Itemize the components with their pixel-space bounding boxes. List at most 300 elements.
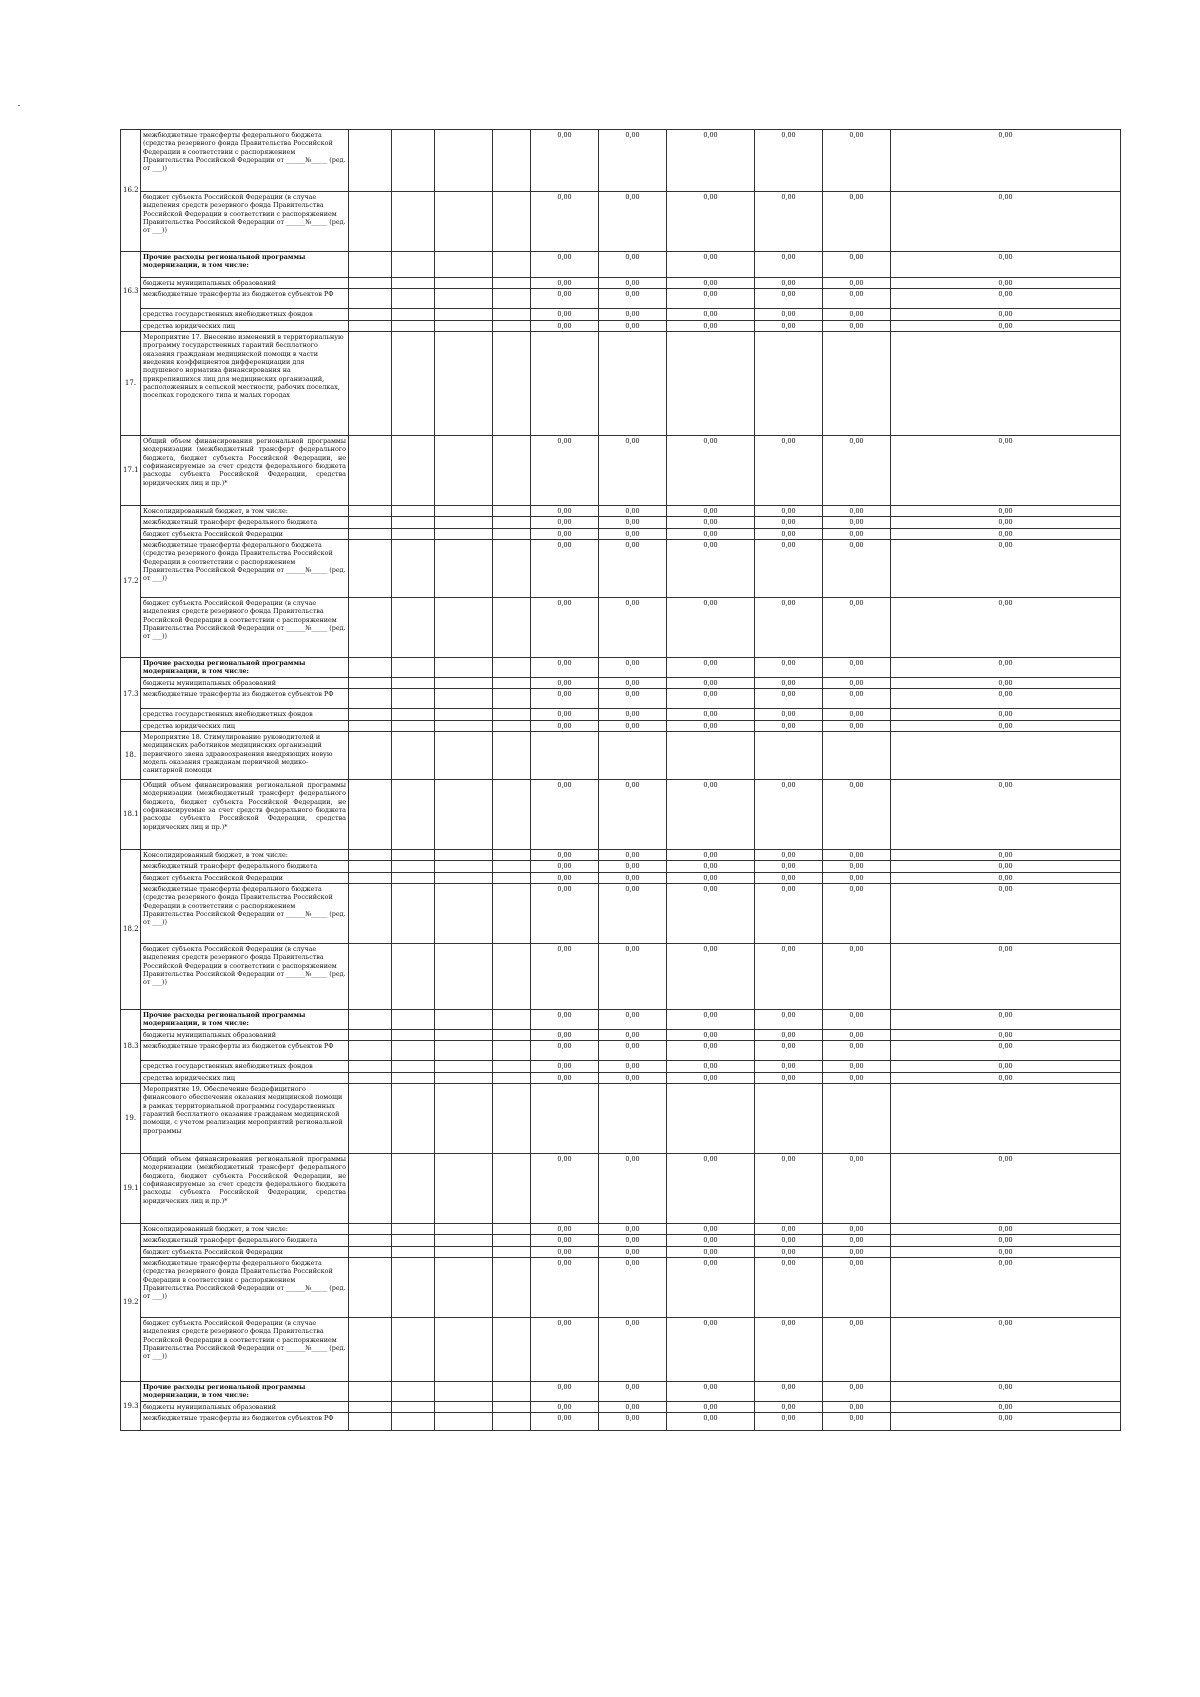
empty-cell [493,720,531,731]
value-cell: 0,00 [667,1235,755,1246]
value-cell: 0,00 [667,505,755,516]
value-cell: 0,00 [667,539,755,597]
value-cell: 0,00 [531,872,599,883]
empty-cell [392,1381,435,1401]
value-cell: 0,00 [599,539,667,597]
value-cell: 0,00 [531,1257,599,1317]
row-description: Консолидированный бюджет, в том числе: [141,849,349,860]
value-cell: 0,00 [755,657,823,677]
value-cell: 0,00 [599,1041,667,1061]
empty-cell [493,1072,531,1083]
value-cell [667,331,755,435]
empty-cell [435,883,493,943]
value-cell: 0,00 [755,1061,823,1072]
empty-cell [392,309,435,320]
value-cell [755,331,823,435]
table-row [121,731,1121,779]
row-description: средства юридических лиц [141,1072,349,1083]
budget-table [120,129,1121,1431]
value-cell: 0,00 [755,1246,823,1257]
value-cell: 0,00 [531,657,599,677]
value-cell: 0,00 [755,689,823,709]
row-description: межбюджетные трансферты из бюджетов субъектов РФ [141,289,349,309]
value-cell: 0,00 [891,779,1121,849]
value-cell: 0,00 [599,689,667,709]
value-cell: 0,00 [667,1401,755,1412]
value-cell: 0,00 [667,861,755,872]
row-number: 16.3 [121,252,141,332]
table-row [121,1235,1121,1246]
value-cell: 0,00 [667,709,755,720]
value-cell: 0,00 [531,1235,599,1246]
empty-cell [392,192,435,252]
empty-cell [349,1153,392,1223]
empty-cell [392,1223,435,1234]
row-description: межбюджетные трансферты из бюджетов субъектов РФ [141,1041,349,1061]
empty-cell [349,1401,392,1412]
table-row [121,289,1121,309]
value-cell: 0,00 [823,320,891,331]
value-cell: 0,00 [823,1401,891,1412]
empty-cell [392,720,435,731]
value-cell: 0,00 [667,1061,755,1072]
value-cell: 0,00 [823,505,891,516]
row-description: Общий объем финансирования региональной программы модернизации (межбюджетный трансферт федерального бюджета, бюджет субъекта Российской Федерации, не софинансируемые за счет средств федерального бюджета расходы субъекта Российской Федерации, средства юридических лиц и пр.)* [141,1153,349,1223]
value-cell: 0,00 [891,1041,1121,1061]
value-cell: 0,00 [823,720,891,731]
empty-cell [435,943,493,1009]
value-cell: 0,00 [891,872,1121,883]
value-cell: 0,00 [891,1235,1121,1246]
table-row [121,883,1121,943]
empty-cell [349,539,392,597]
empty-cell [493,689,531,709]
value-cell: 0,00 [599,709,667,720]
table-row [121,943,1121,1009]
value-cell: 0,00 [755,872,823,883]
value-cell: 0,00 [599,1029,667,1040]
value-cell: 0,00 [823,1029,891,1040]
empty-cell [349,779,392,849]
value-cell: 0,00 [599,320,667,331]
table-row [121,1223,1121,1234]
value-cell: 0,00 [755,943,823,1009]
empty-cell [349,597,392,657]
value-cell: 0,00 [667,517,755,528]
value-cell: 0,00 [891,597,1121,657]
empty-cell [392,1072,435,1083]
empty-cell [493,731,531,779]
value-cell: 0,00 [667,657,755,677]
value-cell: 0,00 [891,1317,1121,1381]
empty-cell [392,1257,435,1317]
table-row [121,657,1121,677]
value-cell: 0,00 [823,192,891,252]
value-cell: 0,00 [599,192,667,252]
empty-cell [349,331,392,435]
table-row [121,720,1121,731]
row-description: Мероприятие 18. Стимулирование руководителей и медицинских работников медицинских организаций первичного звена здравоохранения внедряющих новую модель оказания гражданам первичной медико-санитарной помощи [141,731,349,779]
empty-cell [435,1029,493,1040]
value-cell: 0,00 [531,320,599,331]
value-cell: 0,00 [755,883,823,943]
table-row [121,677,1121,688]
value-cell: 0,00 [531,1041,599,1061]
value-cell: 0,00 [599,130,667,192]
row-description: средства государственных внебюджетных фондов [141,309,349,320]
empty-cell [493,657,531,677]
value-cell: 0,00 [823,289,891,309]
value-cell: 0,00 [667,689,755,709]
table-row [121,861,1121,872]
value-cell: 0,00 [667,883,755,943]
value-cell: 0,00 [755,320,823,331]
value-cell: 0,00 [891,849,1121,860]
table-row [121,779,1121,849]
value-cell [531,331,599,435]
value-cell: 0,00 [667,1223,755,1234]
empty-cell [349,1083,392,1153]
value-cell [667,1083,755,1153]
value-cell: 0,00 [755,709,823,720]
value-cell [667,731,755,779]
empty-cell [349,883,392,943]
empty-cell [493,331,531,435]
value-cell: 0,00 [823,657,891,677]
empty-cell [349,677,392,688]
row-description: бюджет субъекта Российской Федерации (в случае выделения средств резервного фонда Правительства Российской Федерации в соответствии с распоряжением Правительства Российской Федерации от ______№_____ (ред. от ___)) [141,943,349,1009]
empty-cell [349,1061,392,1072]
value-cell: 0,00 [823,872,891,883]
empty-cell [392,435,435,505]
value-cell: 0,00 [891,505,1121,516]
table-row [121,309,1121,320]
value-cell: 0,00 [531,1381,599,1401]
value-cell: 0,00 [531,539,599,597]
empty-cell [493,1381,531,1401]
table-row [121,1029,1121,1040]
empty-cell [435,331,493,435]
table-row [121,1317,1121,1381]
row-description: средства юридических лиц [141,720,349,731]
value-cell: 0,00 [531,779,599,849]
value-cell: 0,00 [599,943,667,1009]
empty-cell [349,1257,392,1317]
value-cell: 0,00 [599,505,667,516]
empty-cell [435,1235,493,1246]
value-cell: 0,00 [823,1061,891,1072]
empty-cell [392,1235,435,1246]
value-cell: 0,00 [823,528,891,539]
empty-cell [493,1246,531,1257]
empty-cell [493,943,531,1009]
empty-cell [435,597,493,657]
value-cell: 0,00 [599,1401,667,1412]
empty-cell [493,192,531,252]
value-cell [891,331,1121,435]
value-cell [755,1083,823,1153]
value-cell: 0,00 [599,677,667,688]
table-row [121,1381,1121,1401]
row-description: средства юридических лиц [141,320,349,331]
value-cell: 0,00 [531,1246,599,1257]
table-row [121,709,1121,720]
value-cell: 0,00 [891,289,1121,309]
row-description: межбюджетные трансферты из бюджетов субъектов РФ [141,689,349,709]
row-number: 19.1 [121,1153,141,1223]
value-cell: 0,00 [891,192,1121,252]
empty-cell [435,278,493,289]
empty-cell [435,689,493,709]
empty-cell [493,1413,531,1431]
value-cell: 0,00 [823,1223,891,1234]
empty-cell [349,872,392,883]
empty-cell [435,309,493,320]
value-cell: 0,00 [599,720,667,731]
value-cell: 0,00 [891,720,1121,731]
table-row [121,849,1121,860]
value-cell: 0,00 [599,1257,667,1317]
value-cell: 0,00 [531,720,599,731]
empty-cell [392,1413,435,1431]
row-number: 19. [121,1083,141,1153]
table-row [121,192,1121,252]
value-cell: 0,00 [823,597,891,657]
value-cell: 0,00 [891,1401,1121,1412]
value-cell: 0,00 [823,1153,891,1223]
empty-cell [493,278,531,289]
value-cell: 0,00 [667,677,755,688]
scan-speck [18,105,20,106]
empty-cell [349,1072,392,1083]
value-cell: 0,00 [667,252,755,278]
value-cell: 0,00 [755,1223,823,1234]
empty-cell [435,192,493,252]
row-description: Консолидированный бюджет, в том числе: [141,1223,349,1234]
value-cell: 0,00 [531,943,599,1009]
value-cell: 0,00 [667,1009,755,1029]
value-cell: 0,00 [531,278,599,289]
empty-cell [493,130,531,192]
empty-cell [493,1041,531,1061]
empty-cell [435,1257,493,1317]
row-description: Мероприятие 17. Внесение изменений в территориальную программу государственных гарантий бесплатного оказания гражданам медицинской помощи в части введения коэффициентов дифференциации для подушевого норматива финансирования на прикрепившихся лиц для медицинских организаций, расположенных в сельской местности, рабочих поселках, поселках городского типа и малых городах [141,331,349,435]
value-cell: 0,00 [667,1153,755,1223]
value-cell [599,731,667,779]
row-description: Прочие расходы региональной программы модернизации, в том числе: [141,1009,349,1029]
value-cell: 0,00 [755,1317,823,1381]
empty-cell [349,1246,392,1257]
empty-cell [435,872,493,883]
empty-cell [392,872,435,883]
empty-cell [349,289,392,309]
value-cell: 0,00 [755,1235,823,1246]
value-cell: 0,00 [599,872,667,883]
value-cell: 0,00 [531,289,599,309]
empty-cell [349,1413,392,1431]
value-cell: 0,00 [755,309,823,320]
table-row [121,597,1121,657]
empty-cell [392,1029,435,1040]
row-number: 17.1 [121,435,141,505]
value-cell: 0,00 [599,1246,667,1257]
row-description: бюджет субъекта Российской Федерации (в случае выделения средств резервного фонда Правительства Российской Федерации в соответствии с распоряжением Правительства Российской Федерации от ______№_____ (ред. от ___)) [141,597,349,657]
value-cell: 0,00 [823,435,891,505]
value-cell: 0,00 [599,1153,667,1223]
value-cell: 0,00 [667,597,755,657]
value-cell: 0,00 [891,539,1121,597]
value-cell: 0,00 [823,1235,891,1246]
empty-cell [493,779,531,849]
value-cell: 0,00 [891,528,1121,539]
value-cell: 0,00 [667,1072,755,1083]
empty-cell [435,320,493,331]
value-cell: 0,00 [823,539,891,597]
value-cell: 0,00 [891,861,1121,872]
value-cell: 0,00 [667,779,755,849]
value-cell: 0,00 [823,849,891,860]
empty-cell [493,872,531,883]
value-cell [599,1083,667,1153]
value-cell: 0,00 [599,309,667,320]
table-row [121,1083,1121,1153]
value-cell [823,731,891,779]
empty-cell [435,289,493,309]
value-cell: 0,00 [823,709,891,720]
row-description: бюджет субъекта Российской Федерации [141,872,349,883]
empty-cell [349,309,392,320]
value-cell: 0,00 [823,1246,891,1257]
empty-cell [493,1009,531,1029]
table-row [121,331,1121,435]
empty-cell [392,883,435,943]
empty-cell [392,278,435,289]
empty-cell [435,861,493,872]
value-cell: 0,00 [823,1041,891,1061]
empty-cell [349,1223,392,1234]
value-cell: 0,00 [599,517,667,528]
value-cell: 0,00 [667,192,755,252]
empty-cell [392,1317,435,1381]
empty-cell [392,1041,435,1061]
value-cell: 0,00 [599,597,667,657]
value-cell: 0,00 [599,657,667,677]
value-cell: 0,00 [755,1009,823,1029]
empty-cell [349,943,392,1009]
value-cell: 0,00 [599,435,667,505]
value-cell: 0,00 [667,943,755,1009]
empty-cell [392,943,435,1009]
empty-cell [349,1041,392,1061]
value-cell: 0,00 [891,1223,1121,1234]
value-cell: 0,00 [891,1009,1121,1029]
empty-cell [493,320,531,331]
empty-cell [435,1401,493,1412]
value-cell: 0,00 [823,689,891,709]
empty-cell [493,709,531,720]
value-cell: 0,00 [755,1029,823,1040]
value-cell: 0,00 [531,883,599,943]
value-cell: 0,00 [755,1072,823,1083]
empty-cell [493,1235,531,1246]
value-cell: 0,00 [755,289,823,309]
value-cell: 0,00 [667,130,755,192]
value-cell: 0,00 [891,689,1121,709]
value-cell: 0,00 [891,435,1121,505]
row-description: Прочие расходы региональной программы модернизации, в том числе: [141,1381,349,1401]
value-cell: 0,00 [531,309,599,320]
value-cell: 0,00 [531,849,599,860]
empty-cell [392,861,435,872]
value-cell: 0,00 [823,278,891,289]
empty-cell [435,1153,493,1223]
empty-cell [435,677,493,688]
value-cell: 0,00 [755,192,823,252]
value-cell [755,731,823,779]
value-cell: 0,00 [823,1257,891,1317]
value-cell: 0,00 [891,1257,1121,1317]
empty-cell [493,289,531,309]
empty-cell [392,709,435,720]
value-cell: 0,00 [667,289,755,309]
empty-cell [493,861,531,872]
table-row [121,278,1121,289]
empty-cell [349,720,392,731]
empty-cell [435,1413,493,1431]
value-cell: 0,00 [667,1029,755,1040]
row-number: 16.2 [121,130,141,252]
table-row [121,252,1121,278]
value-cell: 0,00 [599,278,667,289]
value-cell: 0,00 [823,1317,891,1381]
value-cell: 0,00 [891,278,1121,289]
value-cell: 0,00 [891,1381,1121,1401]
value-cell: 0,00 [531,517,599,528]
value-cell: 0,00 [755,539,823,597]
value-cell [823,331,891,435]
empty-cell [493,505,531,516]
empty-cell [349,689,392,709]
empty-cell [392,657,435,677]
value-cell: 0,00 [667,1257,755,1317]
value-cell: 0,00 [891,709,1121,720]
value-cell: 0,00 [531,709,599,720]
value-cell: 0,00 [755,1381,823,1401]
empty-cell [435,252,493,278]
row-number: 17. [121,331,141,435]
empty-cell [435,1009,493,1029]
empty-cell [392,1401,435,1412]
empty-cell [493,252,531,278]
value-cell: 0,00 [599,1061,667,1072]
empty-cell [435,1041,493,1061]
row-description: межбюджетные трансферты из бюджетов субъектов РФ [141,1413,349,1431]
value-cell: 0,00 [891,1029,1121,1040]
value-cell: 0,00 [755,1401,823,1412]
empty-cell [349,1009,392,1029]
row-number: 18.3 [121,1009,141,1083]
value-cell: 0,00 [823,943,891,1009]
value-cell: 0,00 [891,943,1121,1009]
empty-cell [349,1029,392,1040]
row-description: Общий объем финансирования региональной программы модернизации (межбюджетный трансферт федерального бюджета, бюджет субъекта Российской Федерации, не софинансируемые за счет средств федерального бюджета расходы субъекта Российской Федерации, средства юридических лиц и пр.)* [141,435,349,505]
table-row [121,1009,1121,1029]
value-cell: 0,00 [823,677,891,688]
empty-cell [435,435,493,505]
empty-cell [392,1083,435,1153]
empty-cell [493,1061,531,1072]
row-description: бюджеты муниципальных образований [141,677,349,688]
